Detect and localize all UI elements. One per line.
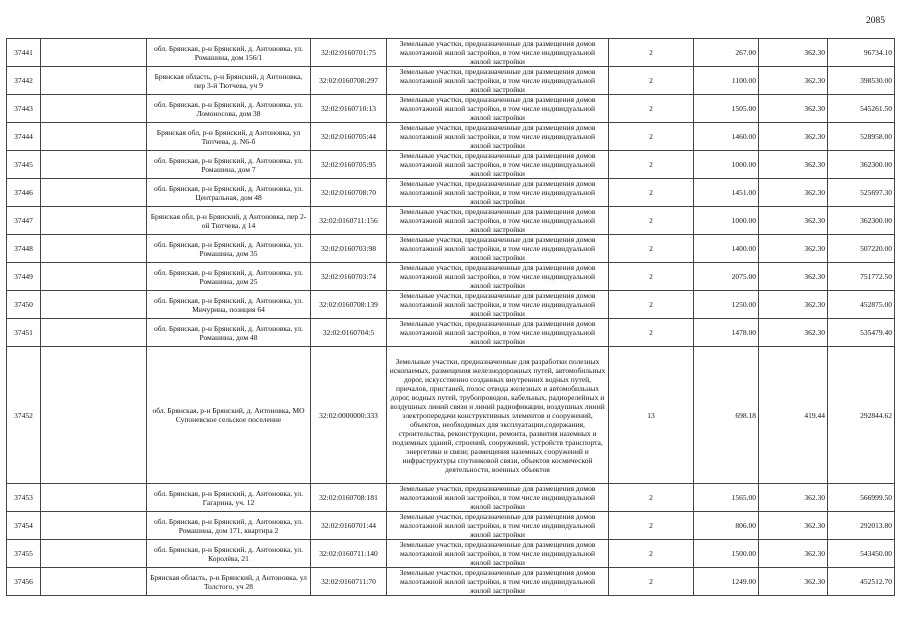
record-number: 37453 (7, 484, 41, 512)
category-cell: 13 (609, 347, 694, 484)
record-number: 37449 (7, 263, 41, 291)
rate-cell: 362.30 (759, 568, 828, 596)
area-cell: 1000.00 (694, 151, 759, 179)
permitted-use-cell: Земельные участки, предназначенные для размещения домов малоэтажной жилой застройки, в том числе индивидуальной жилой застройки (387, 484, 609, 512)
permitted-use-cell: Земельные участки, предназначенные для размещения домов малоэтажной жилой застройки, в том числе индивидуальной жилой застройки (387, 512, 609, 540)
record-number: 37454 (7, 512, 41, 540)
address-cell: обл. Брянская, р-н Брянский, д. Антоновка, ул. Королёва, 21 (147, 540, 311, 568)
category-cell: 2 (609, 123, 694, 151)
cadastral-number-cell: 32:02:0160703:74 (311, 263, 387, 291)
category-cell: 2 (609, 540, 694, 568)
rate-cell: 362.30 (759, 291, 828, 319)
cadastral-registry-table (6, 38, 895, 596)
permitted-use-cell: Земельные участки, предназначенные для размещения домов малоэтажной жилой застройки, в том числе индивидуальной жилой застройки (387, 263, 609, 291)
address-cell: обл. Брянская, р-н Брянский, д. Антоновка, ул. Ромашина, дом 171, квартира 2 (147, 512, 311, 540)
cadastral-cost-cell: 525697.30 (828, 179, 895, 207)
record-number: 37452 (7, 347, 41, 484)
area-cell: 1249.00 (694, 568, 759, 596)
address-cell: Брянская обл, р-н Брянский, д Антоновка, пер 2-ой Тютчева, д 14 (147, 207, 311, 235)
cadastral-cost-cell: 535479.40 (828, 319, 895, 347)
area-cell: 1505.00 (694, 95, 759, 123)
category-cell: 2 (609, 151, 694, 179)
cadastral-cost-cell: 362300.00 (828, 207, 895, 235)
address-cell: Брянская область, р-н Брянский, д Антоновка, ул Толстого, уч 28 (147, 568, 311, 596)
address-cell: обл. Брянская, р-н Брянский, д. Антоновка, ул. Ломоносова, дом 38 (147, 95, 311, 123)
table-row (7, 39, 895, 67)
cadastral-number-cell: 32:02:0160704:5 (311, 319, 387, 347)
address-cell: обл. Брянская, р-н Брянский, д. Антоновка, ул. Ромашина, дом 7 (147, 151, 311, 179)
record-number: 37450 (7, 291, 41, 319)
rate-cell: 419.44 (759, 347, 828, 484)
area-cell: 1250.00 (694, 291, 759, 319)
table-row (7, 484, 895, 512)
address-cell: обл. Брянская, р-н Брянский, д. Антоновка, ул. Ромашина, дом 156/1 (147, 39, 311, 67)
table-row (7, 263, 895, 291)
category-cell: 2 (609, 95, 694, 123)
rate-cell: 362.30 (759, 484, 828, 512)
cadastral-number-cell: 32:02:0160701:44 (311, 512, 387, 540)
area-cell: 1451.00 (694, 179, 759, 207)
empty-cell (41, 540, 147, 568)
address-cell: обл. Брянская, р-н Брянский, д. Антоновка, ул. Ромашина, дом 25 (147, 263, 311, 291)
area-cell: 1460.00 (694, 123, 759, 151)
address-cell: обл. Брянская, р-н Брянский, д. Антоновка, ул. Ромашина, дом 48 (147, 319, 311, 347)
category-cell: 2 (609, 484, 694, 512)
record-number: 37443 (7, 95, 41, 123)
cadastral-cost-cell: 398530.00 (828, 67, 895, 95)
record-number: 37451 (7, 319, 41, 347)
rate-cell: 362.30 (759, 151, 828, 179)
table-row (7, 235, 895, 263)
cadastral-cost-cell: 751772.50 (828, 263, 895, 291)
cadastral-cost-cell: 507220.00 (828, 235, 895, 263)
rate-cell: 362.30 (759, 179, 828, 207)
rate-cell: 362.30 (759, 39, 828, 67)
cadastral-number-cell: 32:02:0160705:44 (311, 123, 387, 151)
address-cell: Брянская область, р-н Брянский, д Антоновка, пер 3-й Тютчева, уч 9 (147, 67, 311, 95)
address-cell: обл. Брянская, р-н Брянский, д. Антоновка, МО Супоневское сельское поселение (147, 347, 311, 484)
table-row (7, 207, 895, 235)
table-row (7, 291, 895, 319)
address-cell: обл. Брянская, р-н Брянский, д. Антоновка, ул. Ромашина, дом 35 (147, 235, 311, 263)
area-cell: 1500.00 (694, 540, 759, 568)
cadastral-cost-cell: 566999.50 (828, 484, 895, 512)
category-cell: 2 (609, 319, 694, 347)
address-cell: Брянская обл, р-н Брянский, д Антоновка, ул Тютчева, д. N6-б (147, 123, 311, 151)
permitted-use-cell: Земельные участки, предназначенные для размещения домов малоэтажной жилой застройки, в том числе индивидуальной жилой застройки (387, 235, 609, 263)
category-cell: 2 (609, 39, 694, 67)
cadastral-number-cell: 32:02:0160708:181 (311, 484, 387, 512)
page-number: 2085 (866, 16, 885, 26)
cadastral-cost-cell: 543450.00 (828, 540, 895, 568)
table-row (7, 95, 895, 123)
permitted-use-cell: Земельные участки, предназначенные для размещения домов малоэтажной жилой застройки, в том числе индивидуальной жилой застройки (387, 540, 609, 568)
empty-cell (41, 319, 147, 347)
permitted-use-cell: Земельные участки, предназначенные для размещения домов малоэтажной жилой застройки, в том числе индивидуальной жилой застройки (387, 95, 609, 123)
record-number: 37442 (7, 67, 41, 95)
rate-cell: 362.30 (759, 207, 828, 235)
table-row (7, 67, 895, 95)
category-cell: 2 (609, 512, 694, 540)
area-cell: 1478.00 (694, 319, 759, 347)
table-row (7, 151, 895, 179)
permitted-use-cell: Земельные участки, предназначенные для размещения домов малоэтажной жилой застройки, в том числе индивидуальной жилой застройки (387, 319, 609, 347)
area-cell: 1000.00 (694, 207, 759, 235)
category-cell: 2 (609, 235, 694, 263)
table-row (7, 319, 895, 347)
cadastral-cost-cell: 292013.80 (828, 512, 895, 540)
address-cell: обл. Брянская, р-н Брянский, д. Антоновка, ул. Мичурина, позиция 64 (147, 291, 311, 319)
cadastral-number-cell: 32:02:0160701:75 (311, 39, 387, 67)
cadastral-cost-cell: 292844.62 (828, 347, 895, 484)
area-cell: 806.00 (694, 512, 759, 540)
empty-cell (41, 347, 147, 484)
rate-cell: 362.30 (759, 123, 828, 151)
rate-cell: 362.30 (759, 235, 828, 263)
table-row (7, 540, 895, 568)
table-row (7, 123, 895, 151)
cadastral-number-cell: 32:02:0000000:333 (311, 347, 387, 484)
permitted-use-cell: Земельные участки, предназначенные для размещения домов малоэтажной жилой застройки, в том числе индивидуальной жилой застройки (387, 151, 609, 179)
empty-cell (41, 207, 147, 235)
permitted-use-cell: Земельные участки, предназначенные для размещения домов малоэтажной жилой застройки, в том числе индивидуальной жилой застройки (387, 179, 609, 207)
permitted-use-cell: Земельные участки, предназначенные для размещения домов малоэтажной жилой застройки, в том числе индивидуальной жилой застройки (387, 207, 609, 235)
empty-cell (41, 512, 147, 540)
area-cell: 1400.00 (694, 235, 759, 263)
cadastral-number-cell: 32:02:0160711:156 (311, 207, 387, 235)
record-number: 37444 (7, 123, 41, 151)
permitted-use-cell: Земельные участки, предназначенные для разработки полезных ископаемых, размещения железнодорожных путей, автомобильных дорог, искусственно созданных внутренних водных путей, причалов, пристаней, полос отвода железных и автомобильных дорог, водных путей, трубопроводов, кабельных, радиорелейных и воздушных линий связи и линий радиофикации, воздушных линий электропередачи конструктивных элементов и сооружений, объектов, необходимых для эксплуатации,содержания, строительства, реконструкции, ремонта, развития наземных и подземных зданий, строений, сооружений, устройств транспорта, энергетики и связи; размещения наземных сооружений и инфраструктуры спутниковой связи, объектов космической деятельности, военных объектов (387, 347, 609, 484)
cadastral-cost-cell: 452512.70 (828, 568, 895, 596)
empty-cell (41, 39, 147, 67)
empty-cell (41, 235, 147, 263)
empty-cell (41, 123, 147, 151)
cadastral-number-cell: 32:02:0160708:139 (311, 291, 387, 319)
rate-cell: 362.30 (759, 263, 828, 291)
empty-cell (41, 484, 147, 512)
cadastral-cost-cell: 96734.10 (828, 39, 895, 67)
area-cell: 267.00 (694, 39, 759, 67)
permitted-use-cell: Земельные участки, предназначенные для размещения домов малоэтажной жилой застройки, в том числе индивидуальной жилой застройки (387, 123, 609, 151)
permitted-use-cell: Земельные участки, предназначенные для размещения домов малоэтажной жилой застройки, в том числе индивидуальной жилой застройки (387, 67, 609, 95)
record-number: 37441 (7, 39, 41, 67)
category-cell: 2 (609, 263, 694, 291)
area-cell: 698.18 (694, 347, 759, 484)
empty-cell (41, 568, 147, 596)
rate-cell: 362.30 (759, 95, 828, 123)
cadastral-cost-cell: 528958.00 (828, 123, 895, 151)
empty-cell (41, 151, 147, 179)
empty-cell (41, 95, 147, 123)
cadastral-number-cell: 32:02:0160711:70 (311, 568, 387, 596)
cadastral-cost-cell: 545261.50 (828, 95, 895, 123)
empty-cell (41, 291, 147, 319)
permitted-use-cell: Земельные участки, предназначенные для размещения домов малоэтажной жилой застройки, в том числе индивидуальной жилой застройки (387, 291, 609, 319)
record-number: 37448 (7, 235, 41, 263)
table-row (7, 179, 895, 207)
area-cell: 1100.00 (694, 67, 759, 95)
cadastral-cost-cell: 362300.00 (828, 151, 895, 179)
empty-cell (41, 263, 147, 291)
cadastral-number-cell: 32:02:0160705:95 (311, 151, 387, 179)
rate-cell: 362.30 (759, 319, 828, 347)
cadastral-number-cell: 32:02:0160708:297 (311, 67, 387, 95)
category-cell: 2 (609, 207, 694, 235)
cadastral-number-cell: 32:02:0160708:70 (311, 179, 387, 207)
record-number: 37455 (7, 540, 41, 568)
permitted-use-cell: Земельные участки, предназначенные для размещения домов малоэтажной жилой застройки, в том числе индивидуальной жилой застройки (387, 39, 609, 67)
category-cell: 2 (609, 568, 694, 596)
rate-cell: 362.30 (759, 540, 828, 568)
category-cell: 2 (609, 179, 694, 207)
table-row (7, 347, 895, 484)
table-body (7, 39, 895, 596)
table-row (7, 568, 895, 596)
category-cell: 2 (609, 291, 694, 319)
empty-cell (41, 67, 147, 95)
record-number: 37447 (7, 207, 41, 235)
empty-cell (41, 179, 147, 207)
rate-cell: 362.30 (759, 67, 828, 95)
record-number: 37445 (7, 151, 41, 179)
record-number: 37446 (7, 179, 41, 207)
address-cell: обл. Брянская, р-н Брянский, д. Антоновка, ул. Центральная, дом 48 (147, 179, 311, 207)
cadastral-cost-cell: 452875.00 (828, 291, 895, 319)
address-cell: обл. Брянская, р-н Брянский, д. Антоновка, ул. Гагарина, уч. 12 (147, 484, 311, 512)
area-cell: 1565.00 (694, 484, 759, 512)
cadastral-number-cell: 32:02:0160703:98 (311, 235, 387, 263)
rate-cell: 362.30 (759, 512, 828, 540)
category-cell: 2 (609, 67, 694, 95)
area-cell: 2075.00 (694, 263, 759, 291)
permitted-use-cell: Земельные участки, предназначенные для размещения домов малоэтажной жилой застройки, в том числе индивидуальной жилой застройки (387, 568, 609, 596)
record-number: 37456 (7, 568, 41, 596)
cadastral-number-cell: 32:02:0160710:13 (311, 95, 387, 123)
table-row (7, 512, 895, 540)
cadastral-number-cell: 32:02:0160711:140 (311, 540, 387, 568)
